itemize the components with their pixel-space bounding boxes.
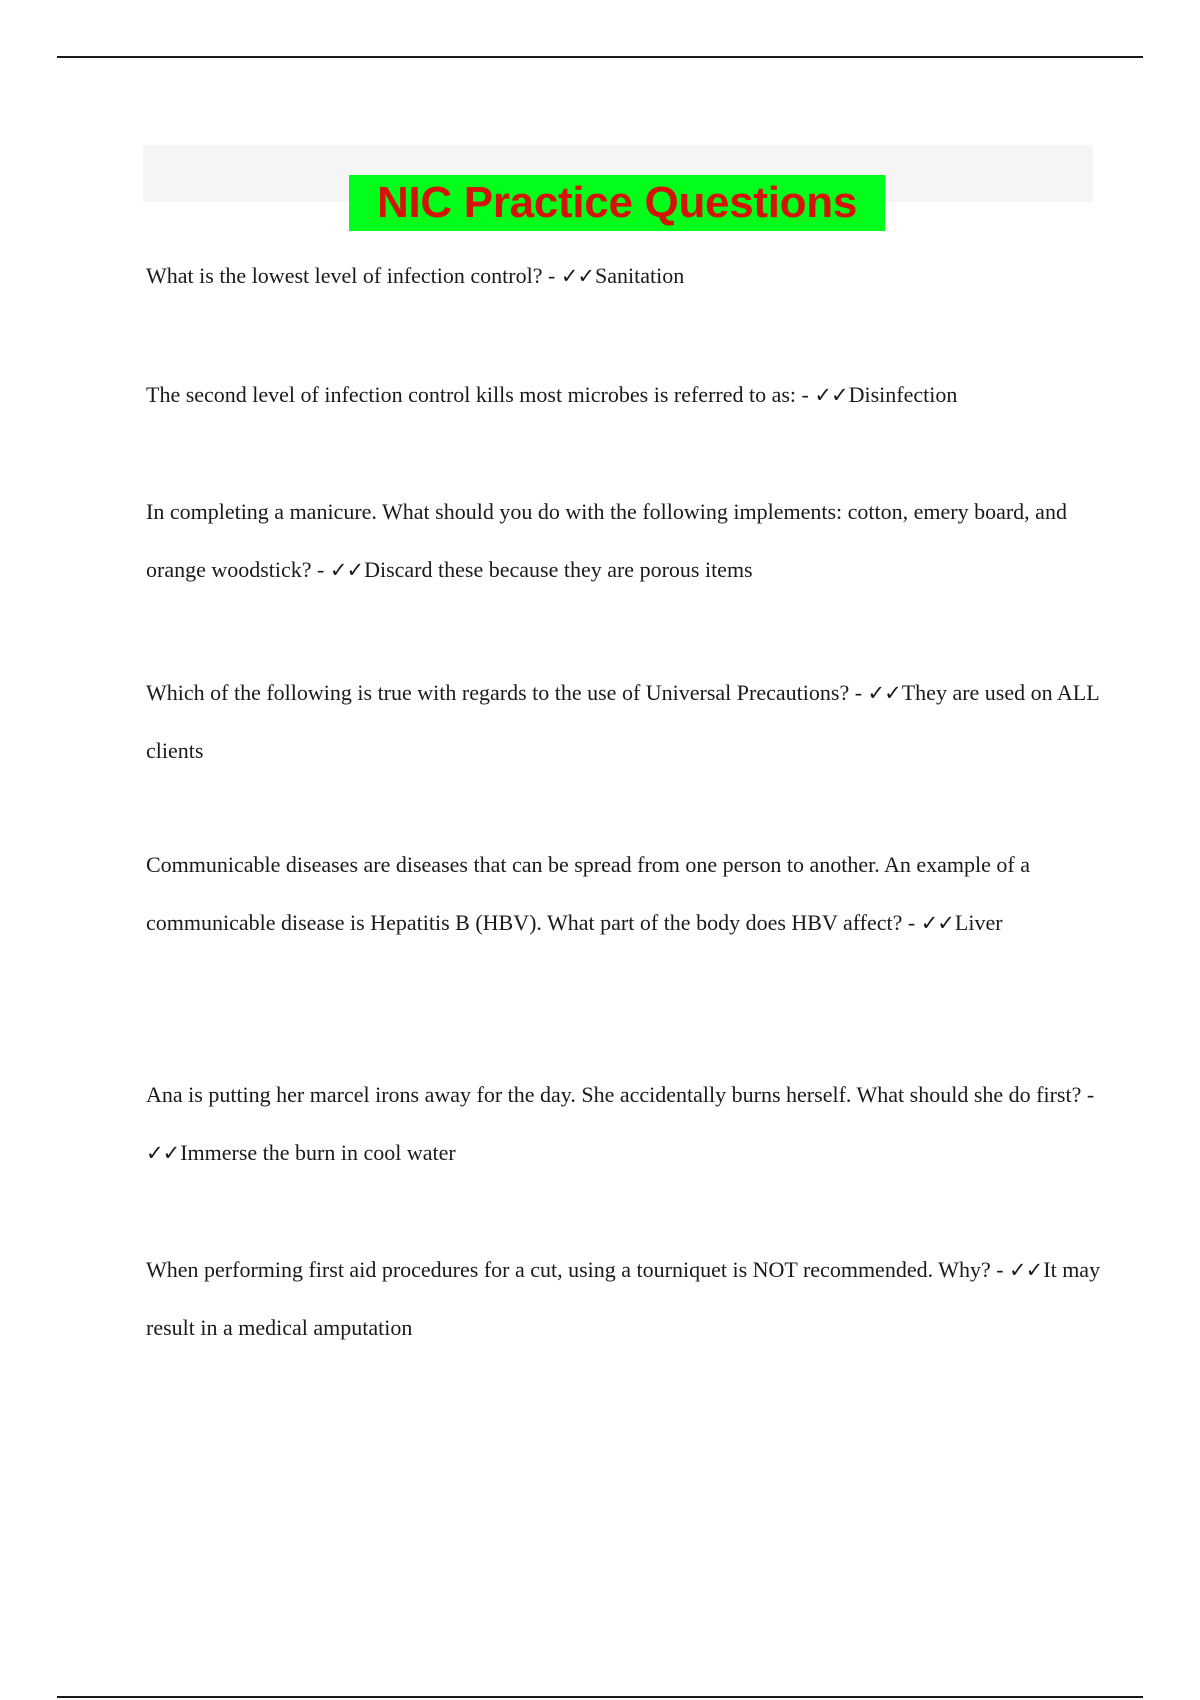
answer-text: Disinfection	[848, 382, 958, 407]
qa-item	[146, 483, 1106, 599]
question-text: In completing a manicure. What should you do with the following implements: cotton, emery board, and orange woodstick? -	[146, 499, 1067, 582]
qa-item	[146, 366, 1106, 424]
question-text: Ana is putting her marcel irons away for the day. She accidentally burns herself. What should she do first? -	[146, 1082, 1095, 1107]
question-text: Communicable diseases are diseases that can be spread from one person to another. An example of a communicable disease is Hepatitis B (HBV). What part of the body does HBV affect? -	[146, 852, 1030, 935]
question-text: What is the lowest level of infection control? -	[146, 263, 561, 288]
double-check-icon: ✓✓	[814, 383, 848, 407]
answer-text: Liver	[954, 910, 1003, 935]
double-check-icon: ✓✓	[1009, 1258, 1043, 1282]
qa-item	[146, 1241, 1106, 1357]
question-text: When performing first aid procedures for a cut, using a tourniquet is NOT recommended. Why? -	[146, 1257, 1010, 1282]
double-check-icon: ✓✓	[329, 558, 364, 582]
answer-text: Sanitation	[595, 263, 685, 288]
qa-item	[146, 836, 1106, 952]
page-title: NIC Practice Questions	[349, 175, 885, 231]
bottom-rule	[57, 1696, 1143, 1698]
question-text: Which of the following is true with regards to the use of Universal Precautions? -	[146, 680, 868, 705]
qa-item	[146, 1066, 1106, 1182]
question-text: The second level of infection control kills most microbes is referred to as: -	[146, 382, 815, 407]
answer-text: Immerse the burn in cool water	[180, 1140, 456, 1165]
double-check-icon: ✓✓	[146, 1141, 180, 1165]
answer-text: Discard these because they are porous items	[364, 557, 753, 582]
qa-item	[146, 247, 1106, 305]
answer-text: They are used on ALL clients	[146, 680, 1099, 763]
answer-text: It may result in a medical amputation	[146, 1257, 1101, 1340]
top-rule	[57, 56, 1143, 58]
double-check-icon: ✓✓	[920, 911, 954, 935]
double-check-icon: ✓✓	[867, 681, 901, 705]
qa-item	[146, 664, 1106, 780]
double-check-icon: ✓✓	[560, 264, 595, 288]
